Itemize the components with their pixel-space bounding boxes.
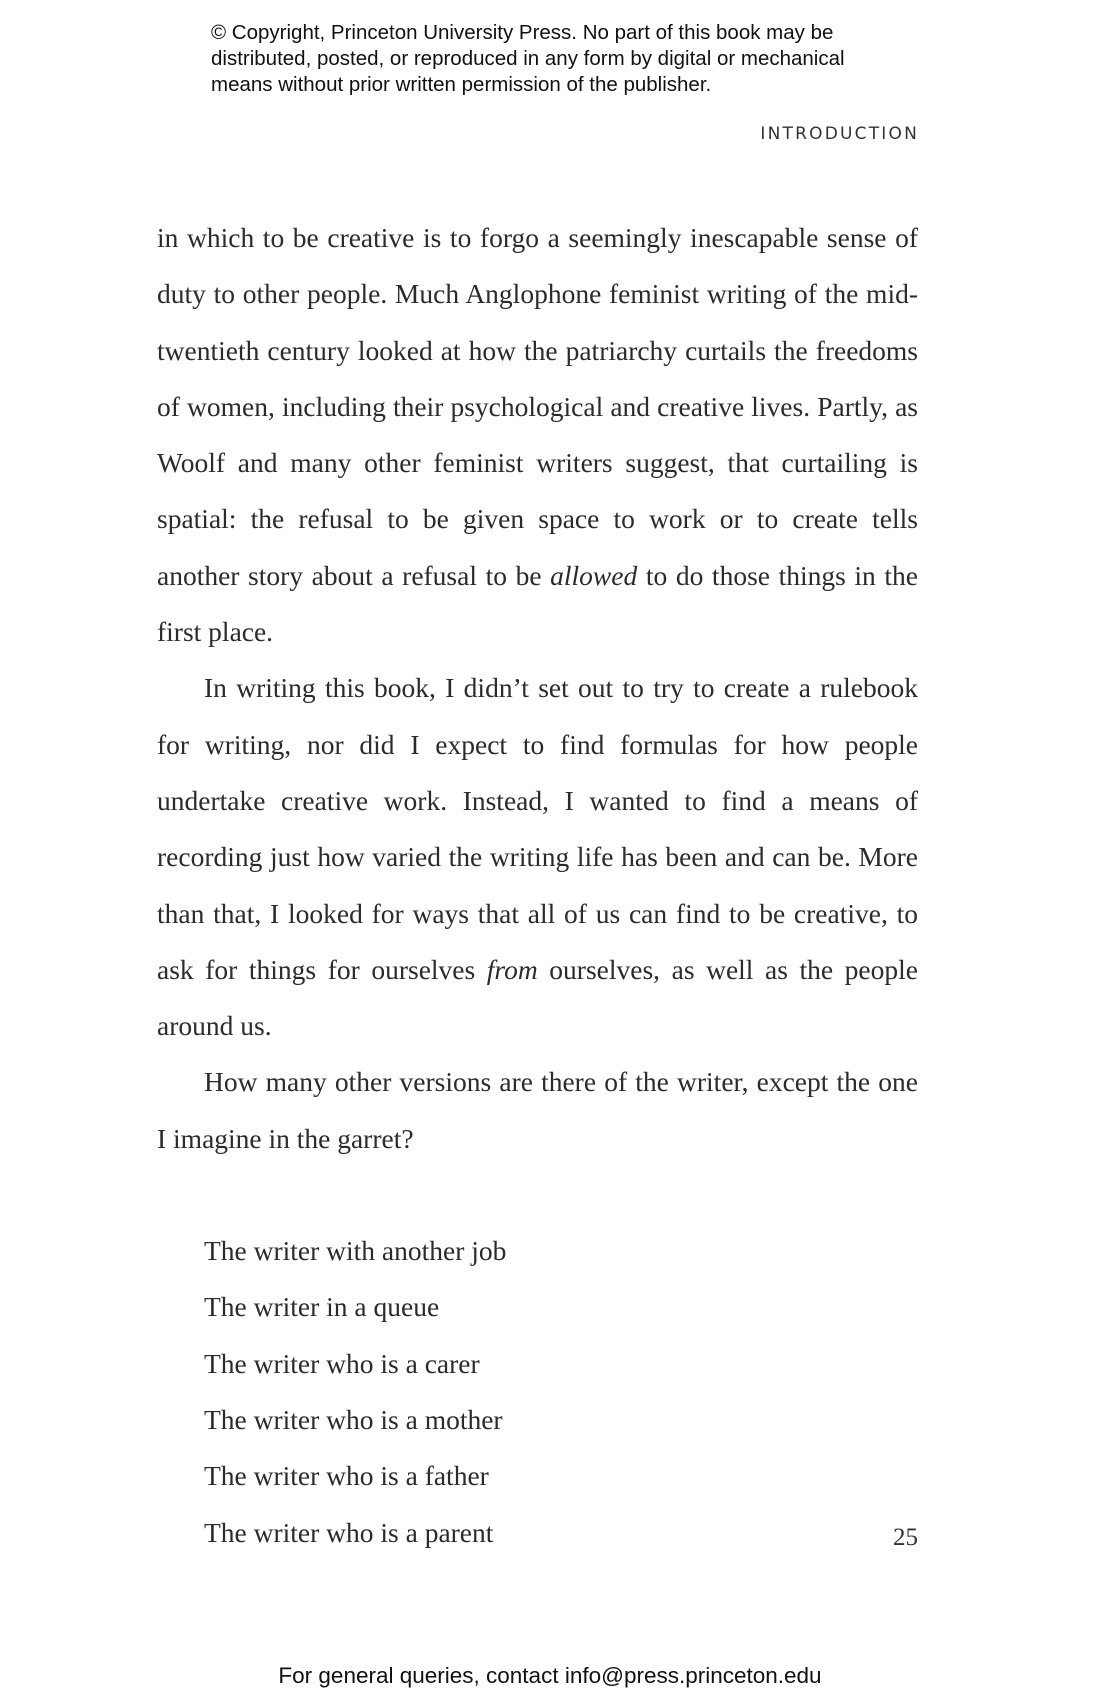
- paragraph-text: In writing this book, I didn’t set out to try to create a rulebook for writing, nor did I expect to find formulas for how people undertake creative work. Instead, I wanted to find a means of recording just how varied the writing life has been and can be. More than that, I looked for ways that all of us can find to be creative, to ask for things for ourselves: [157, 672, 918, 985]
- running-head: INTRODUCTION: [760, 124, 919, 144]
- footer-contact: For general queries, contact info@press.princeton.edu: [278, 1663, 822, 1688]
- paragraph-text: ourselves, as well as the people around us.: [157, 953, 918, 1042]
- copyright-line: distributed, posted, or reproduced in any form by digital or mechanical: [211, 47, 845, 70]
- list-item: The writer who is a parent: [204, 1516, 494, 1548]
- list-item: The writer who is a father: [204, 1460, 489, 1492]
- paragraph: [157, 660, 918, 1054]
- list-item: The writer who is a mother: [204, 1403, 503, 1435]
- copyright-line: © Copyright, Princeton University Press. No part of this book may be: [211, 21, 834, 44]
- paragraph-text: in which to be creative is to forgo a seemingly inescapable sense of duty to other people. Much Anglophone feminist writing of the mid-twentieth century looked at how the patriarchy curtails the freedoms of women, including their psychological and creative lives. Partly, as Woolf and many other feminist writers suggest, that curtailing is spatial: the refusal to be given space to work or to create tells another story about a refusal to be: [157, 222, 918, 591]
- list-item: The writer with another job: [204, 1235, 507, 1267]
- page-number: 25: [893, 1524, 918, 1551]
- paragraph: [157, 210, 918, 660]
- italic-text: allowed: [550, 559, 638, 591]
- list-item: The writer in a queue: [204, 1291, 440, 1323]
- italic-text: from: [486, 953, 538, 985]
- paragraph: How many other versions are there of the writer, except the one I imagine in the garret?: [157, 1066, 918, 1154]
- writer-list: [157, 1223, 918, 1561]
- copyright-line: means without prior written permission of the publisher.: [211, 73, 712, 96]
- list-item: The writer who is a carer: [204, 1347, 480, 1379]
- paragraph-text: to do those things in the first place.: [157, 559, 918, 648]
- copyright-notice: [211, 20, 931, 98]
- body-text: [157, 210, 918, 1561]
